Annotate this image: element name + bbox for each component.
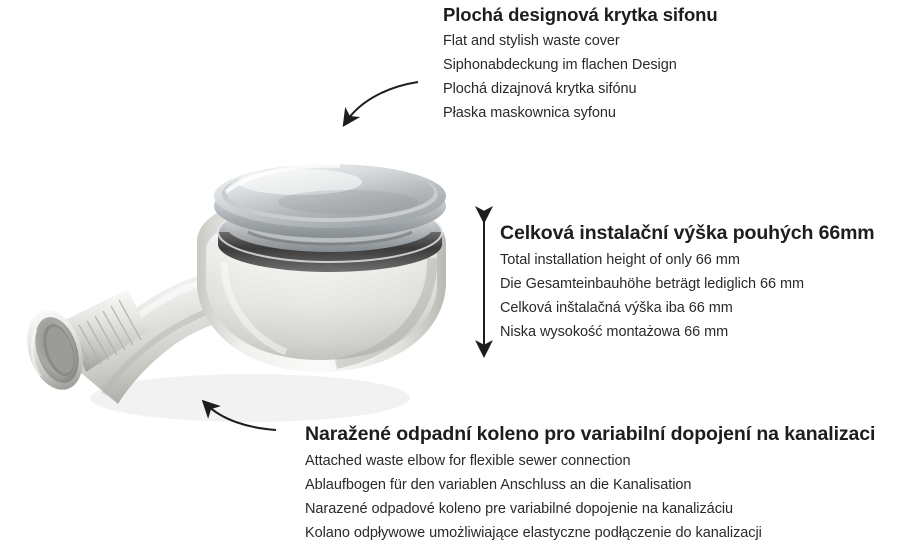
callout-cover-line-en: Flat and stylish waste cover bbox=[443, 33, 620, 49]
callout-height-line-pl: Niska wysokość montażowa 66 mm bbox=[500, 324, 729, 340]
callout-elbow-line-sk: Narazené odpadové koleno pre variabilné dopojenie na kanalizáciu bbox=[305, 501, 734, 517]
arrow-to-cover bbox=[346, 82, 418, 122]
arrow-to-elbow bbox=[206, 404, 276, 430]
callout-height-headline: Celková instalační výška pouhých 66mm bbox=[500, 222, 875, 244]
callout-height-line-sk: Celková inštalačná výška iba 66 mm bbox=[500, 300, 733, 316]
callout-cover-line-de: Siphonabdeckung im flachen Design bbox=[443, 57, 677, 73]
callout-elbow-headline: Naražené odpadní koleno pro variabilní dopojení na kanalizaci bbox=[305, 423, 876, 445]
callout-height-line-de: Die Gesamteinbauhöhe beträgt lediglich 66 mm bbox=[500, 276, 805, 292]
callout-height-line-en: Total installation height of only 66 mm bbox=[500, 252, 740, 268]
callout-height bbox=[500, 222, 875, 348]
callout-cover-line-sk: Plochá dizajnová krytka sifónu bbox=[443, 81, 637, 97]
callout-elbow-line-pl: Kolano odpływowe umożliwiające elastyczne podłączenie do kanalizacji bbox=[305, 525, 762, 541]
callout-elbow bbox=[305, 423, 875, 549]
callout-cover bbox=[443, 4, 718, 129]
callout-elbow-line-de: Ablaufbogen für den variablen Anschluss an die Kanalisation bbox=[305, 477, 692, 493]
callout-cover-line-pl: Płaska maskownica syfonu bbox=[443, 105, 616, 121]
callout-elbow-line-en: Attached waste elbow for flexible sewer connection bbox=[305, 453, 631, 469]
callout-cover-headline: Plochá designová krytka sifonu bbox=[443, 4, 718, 25]
